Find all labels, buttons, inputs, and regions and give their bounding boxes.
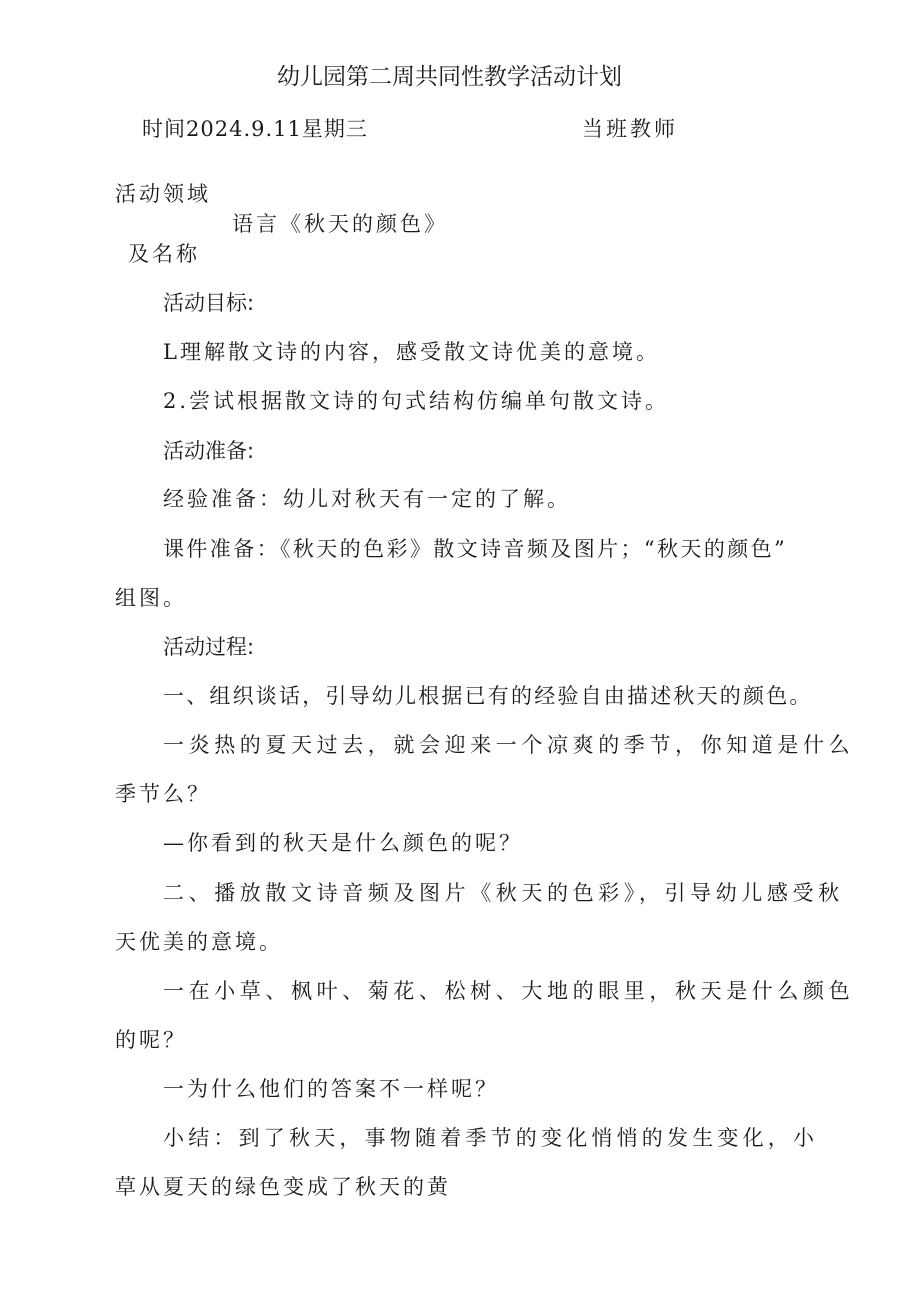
prep-experience: 经验准备：幼儿对秋天有一定的了解。	[163, 487, 571, 511]
prep-material-line-1: 课件准备：《秋天的色彩》散文诗音频及图片；“秋天的颜色”	[163, 537, 788, 561]
step-1-question-1-line-2: 季节么？	[115, 782, 211, 806]
goal-item-2: 2.尝试根据散文诗的句式结构仿编单句散文诗。	[163, 389, 670, 413]
step-2-question-2: 一为什么他们的答案不一样呢？	[163, 1077, 499, 1101]
step-1-question-1-line-1: 一炎热的夏天过去，就会迎来一个凉爽的季节，你知道是什么	[163, 733, 855, 757]
step-1: 一、组织谈话，引导幼儿根据已有的经验自由描述秋天的颜色。	[163, 684, 813, 708]
step-2-question-1-line-2: 的呢？	[115, 1028, 187, 1052]
domain-label-line-1: 活动领域	[115, 182, 211, 206]
summary-line-1: 小结：到了秋天，事物随着季节的变化悄悄的发生变化，小	[163, 1126, 819, 1150]
page-title: 幼儿园第二周共同性教学活动计划	[277, 64, 622, 90]
step-1-question-2: —你看到的秋天是什么颜色的呢？	[163, 831, 523, 855]
goal-item-1: L理解散文诗的内容，感受散文诗优美的意境。	[163, 340, 660, 364]
step-2-line-1: 二、播放散文诗音频及图片《秋天的色彩》，引导幼儿感受秋	[163, 881, 844, 905]
domain-value: 语言《秋天的颜色》	[232, 212, 448, 236]
time-line: 时间2024.9.11星期三	[142, 117, 368, 141]
process-heading: 活动过程:	[163, 635, 255, 659]
step-2-line-2: 天优美的意境。	[115, 930, 283, 954]
teacher-label: 当班教师	[582, 117, 678, 141]
prep-material-line-2: 组图。	[115, 586, 187, 610]
goals-heading: 活动目标:	[163, 291, 255, 315]
prep-heading: 活动准备:	[163, 439, 255, 463]
step-2-question-1-line-1: 一在小草、枫叶、菊花、松树、大地的眼里，秋天是什么颜色	[163, 979, 855, 1003]
summary-line-2: 草从夏天的绿色变成了秋天的黄	[115, 1175, 451, 1199]
domain-label-line-2: 及名称	[128, 242, 200, 266]
